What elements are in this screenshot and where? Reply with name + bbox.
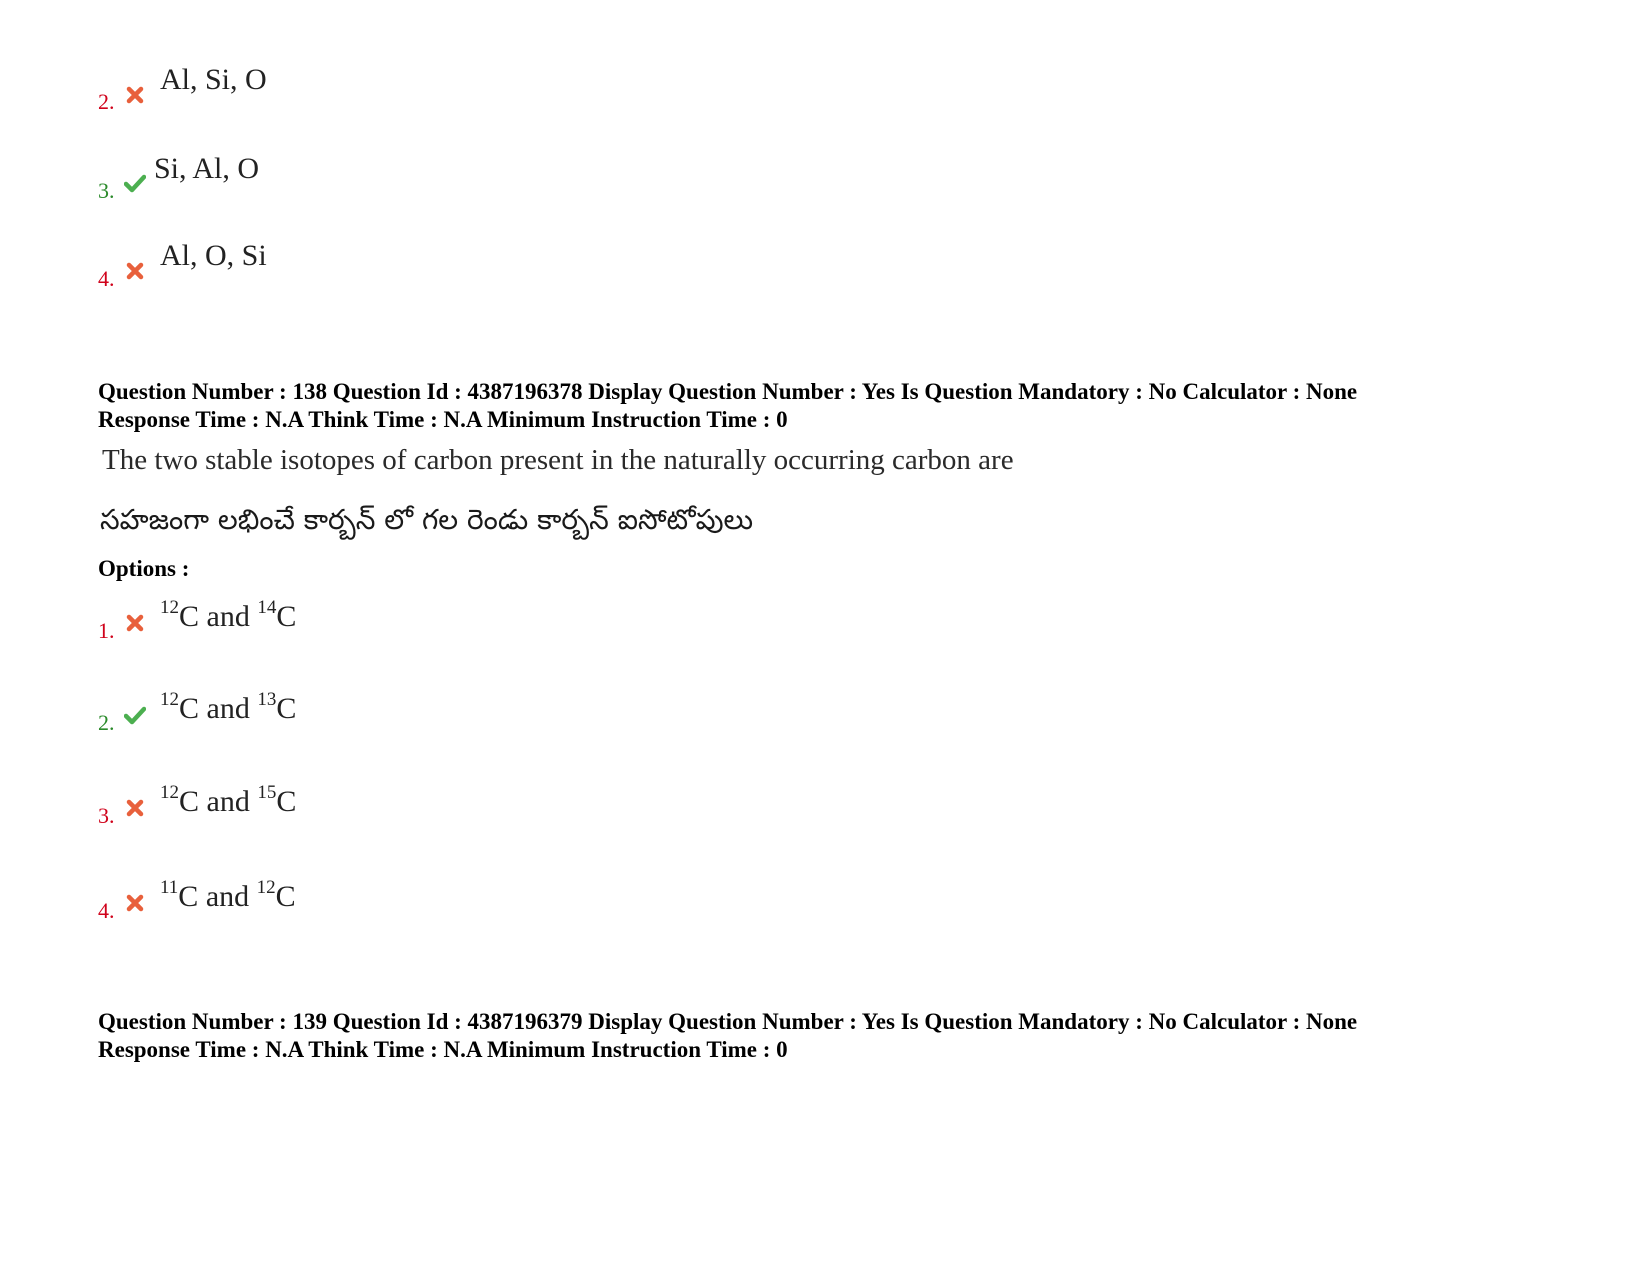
option-number: 4.: [98, 898, 115, 923]
mass-number: 12: [160, 597, 179, 618]
element-symbol: C: [179, 600, 200, 633]
element-symbol: C: [276, 692, 297, 725]
cross-icon: [124, 797, 146, 819]
option-row: [0, 64, 600, 124]
element-symbol: C: [276, 600, 297, 633]
mass-number: 14: [257, 597, 277, 618]
element-symbol: C: [276, 785, 297, 818]
option-row: [0, 240, 600, 300]
element-symbol: C: [275, 880, 296, 913]
check-icon: [124, 704, 146, 726]
question-meta: [98, 1008, 1357, 1064]
cross-icon: [124, 84, 146, 106]
conjunction: and: [199, 785, 258, 818]
option-text: [160, 597, 297, 633]
cross-icon: [124, 892, 146, 914]
element-symbol: C: [178, 880, 199, 913]
question-meta-line: Response Time : N.A Think Time : N.A Minimum Instruction Time : 0: [98, 1037, 788, 1062]
option-row: [0, 778, 600, 838]
question-meta-line: Question Number : 139 Question Id : 4387196379 Display Question Number : Yes Is Question Mandatory : No Calculator : None: [98, 1009, 1358, 1034]
option-number: 2.: [98, 710, 115, 735]
option-number: 3.: [98, 803, 115, 828]
mass-number: 12: [160, 689, 179, 710]
question-text-telugu: సహజంగా లభించే కార్బన్ లో గల రెండు కార్బన్ ఐసోటోపులు: [100, 503, 754, 536]
option-text: [160, 877, 296, 913]
conjunction: and: [198, 880, 257, 913]
option-number: 2.: [98, 89, 115, 114]
mass-number: 15: [257, 782, 277, 803]
mass-number: 12: [256, 877, 276, 898]
option-text: [160, 782, 297, 818]
option-text: [160, 689, 297, 725]
option-row: [0, 593, 600, 653]
conjunction: and: [199, 692, 258, 725]
element-symbol: C: [179, 692, 200, 725]
option-text: Si, Al, O: [154, 152, 260, 185]
option-number: 3.: [98, 178, 115, 203]
cross-icon: [124, 260, 146, 282]
mass-number: 12: [160, 782, 179, 803]
question-text: The two stable isotopes of carbon present in the naturally occurring carbon are: [102, 444, 1014, 476]
option-number: 4.: [98, 266, 115, 291]
question-meta-line: Response Time : N.A Think Time : N.A Minimum Instruction Time : 0: [98, 407, 788, 432]
conjunction: and: [199, 600, 258, 633]
option-number: 1.: [98, 618, 115, 643]
mass-number: 11: [160, 877, 179, 898]
element-symbol: C: [179, 785, 200, 818]
option-text: Al, O, Si: [160, 239, 267, 272]
check-icon: [124, 172, 146, 194]
question-meta-line: Question Number : 138 Question Id : 4387196378 Display Question Number : Yes Is Question Mandatory : No Calculator : None: [98, 379, 1358, 404]
option-row: [0, 153, 600, 213]
option-text: Al, Si, O: [160, 63, 267, 96]
mass-number: 13: [257, 689, 277, 710]
options-label: Options :: [98, 556, 190, 581]
option-row: [0, 873, 600, 933]
cross-icon: [124, 612, 146, 634]
question-meta: [98, 378, 1357, 434]
option-row: [0, 685, 600, 745]
